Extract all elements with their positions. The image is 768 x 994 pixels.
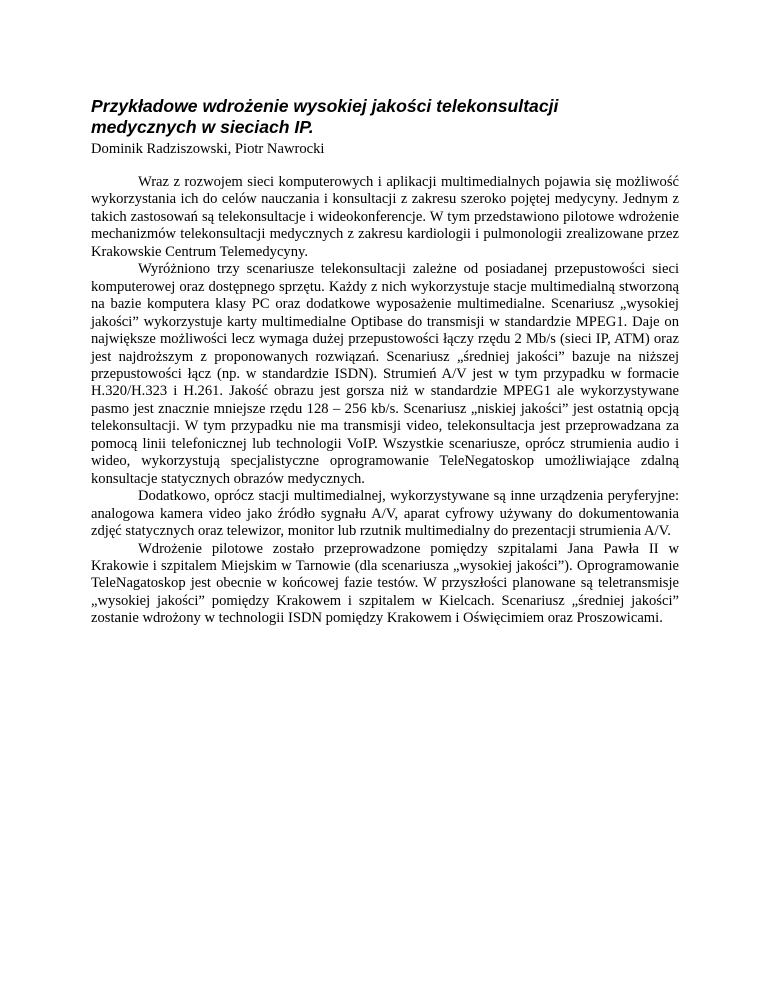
document-body xyxy=(91,174,679,628)
document-title xyxy=(91,96,679,138)
paragraph-2: Wyróżniono trzy scenariusze telekonsultacji zależne od posiadanej przepustowości sieci komputerowej oraz dostępnego sprzętu. Każdy z nich wykorzystuje stacje multimedialną stworzoną na bazie komputera klasy PC oraz dodatkowe wyposażenie multimedialne. Scenariusz „wysokiej jakości” wykorzystuje karty multimedialne Optibase do transmisji w standardzie MPEG1. Daje on największe możliwości lecz wymaga dużej przepustowości łączy rzędu 2 Mb/s (sieci IP, ATM) oraz jest najdroższym z proponowanych rozwiązań. Scenariusz „średniej jakości” bazuje na niższej przepustowości łącz (np. w standardzie ISDN). Strumień A/V jest w tym przypadku w formacie H.320/H.323 i H.261. Jakość obrazu jest gorsza niż w standardzie MPEG1 ale wykorzystywane pasmo jest znacznie mniejsze rzędu 128 – 256 kb/s. Scenariusz „niskiej jakości” jest ostatnią opcją telekonsultacji. W tym przypadku nie ma transmisji video, telekonsultacja jest przeprowadzana za pomocą linii telefonicznej lub technologii VoIP. Wszystkie scenariusze, oprócz strumienia audio i wideo, wykorzystują specjalistyczne oprogramowanie TeleNegatoskop umożliwiające zdalną konsultacje statycznych obrazów medycznych. xyxy=(91,261,679,487)
paragraph-4: Wdrożenie pilotowe zostało przeprowadzone pomiędzy szpitalami Jana Pawła II w Krakowie i szpitalem Miejskim w Tarnowie (dla scenariusza „wysokiej jakości”). Oprogramowanie TeleNagatoskop jest obecnie w końcowej fazie testów. W przyszłości planowane są teletransmisje „wysokiej jakości” pomiędzy Krakowem i szpitalem w Kielcach. Scenariusz „średniej jakości” zostanie wdrożony w technologii ISDN pomiędzy Krakowem i Oświęcimiem oraz Proszowicami. xyxy=(91,540,679,627)
title-line-1: Przykładowe wdrożenie wysokiej jakości telekonsultacji xyxy=(91,96,559,116)
document-page xyxy=(91,96,679,628)
paragraph-1: Wraz z rozwojem sieci komputerowych i aplikacji multimedialnych pojawia się możliwość wykorzystania ich do celów nauczania i konsultacji z zakresu szeroko pojętej medycyny. Jednym z takich zastosowań są telekonsultacje i wideokonferencje. W tym przedstawiono pilotowe wdrożenie mechanizmów telekonsultacji medycznych z zakresu kardiologii i pulmonologii zrealizowane przez Krakowskie Centrum Telemedycyny. xyxy=(91,174,679,260)
document-authors: Dominik Radziszowski, Piotr Nawrocki xyxy=(91,141,325,157)
title-line-2: medycznych w sieciach IP. xyxy=(91,117,314,137)
paragraph-3: Dodatkowo, oprócz stacji multimedialnej, wykorzystywane są inne urządzenia peryferyjne: analogowa kamera video jako źródło sygnału A/V, aparat cyfrowy używany do dokumentowania zdjęć statycznych oraz telewizor, monitor lub rzutnik multimedialny do prezentacji strumienia A/V. xyxy=(91,488,679,540)
